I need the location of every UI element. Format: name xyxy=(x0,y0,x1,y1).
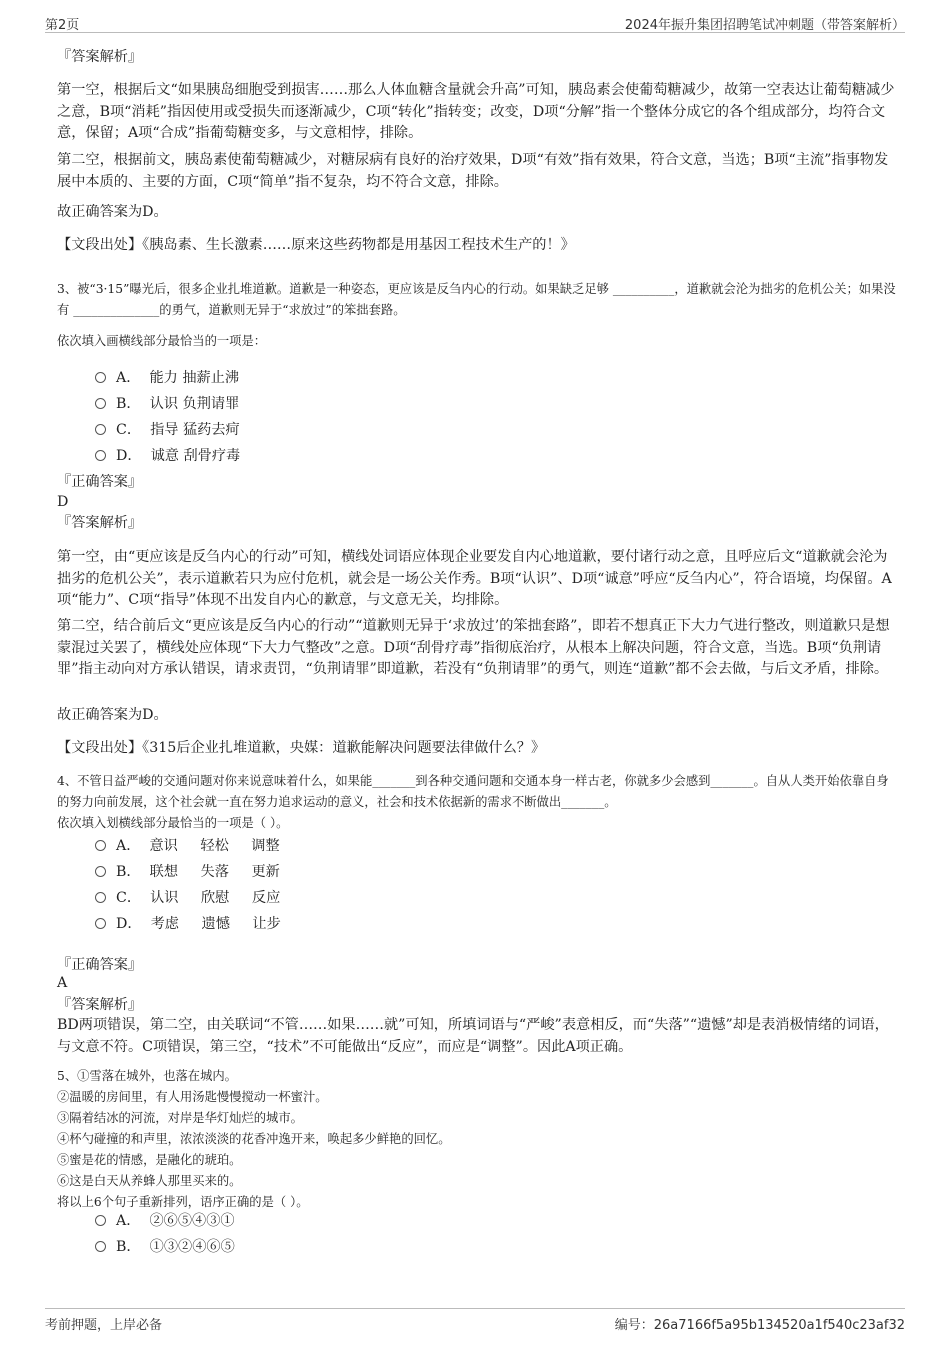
radio-icon[interactable] xyxy=(95,424,106,435)
document-id: 编号：26a7166f5a95b134520a1f540c23af32 xyxy=(614,1318,905,1333)
q4-answer-head: 『正确答案』 xyxy=(57,957,143,973)
q2-analysis-head: 『答案解析』 xyxy=(57,49,143,65)
q5-line: ⑤蜜是花的情感，是融化的琥珀。 xyxy=(57,1153,242,1167)
page-footer xyxy=(45,1308,905,1331)
option-label: A． 意识 轻松 调整 xyxy=(116,838,280,854)
radio-icon[interactable] xyxy=(95,1215,106,1226)
radio-icon[interactable] xyxy=(95,840,106,851)
q3-stem: 3、被“3·15”曝光后，很多企业扎堆道歉。道歉是一种姿态，更应该是反刍内心的行动。如果缺乏足够 __________，道歉就会沦为拙劣的危机公关；如果没有 ______________的勇气，道歉则无异于“求放过”的笨拙套路。 xyxy=(57,282,896,317)
q4-stem: 4、不管日益严峻的交通问题对你来说意味着什么，如果能_______到各种交通问题和交通本身一样古老，你就多少会感到_______。自从人类开始依靠自身的努力向前发展，这个社会就一直在努力追求运动的意义，社会和技术依据新的需求不断做出_______。 xyxy=(57,774,889,809)
q5-line: ⑥这是白天从养蜂人那里买来的。 xyxy=(57,1174,242,1188)
option-label: D． 诚意 刮骨疗毒 xyxy=(116,448,241,464)
q4-prompt: 依次填入划横线部分最恰当的一项是（ ）。 xyxy=(57,816,289,830)
page-number: 第2页 xyxy=(45,18,80,33)
q4-answer: A xyxy=(57,975,68,991)
q3-options xyxy=(95,364,495,468)
q3-analysis-p2: 第二空，结合前后文“更应该是反刍内心的行动”“道歉则无异于‘求放过’的笨拙套路”，即若不想真正下大力气进行整改，则道歉只是想蒙混过关罢了，横线处应体现“下大力气整改”之意。D项“刮骨疗毒”指彻底治疗，从根本上解决问题，符合文意，当选。B项“负荆请罪”指主动向对方承认错误，请求责罚，“负荆请罪”即道歉，若没有“负荆请罪”的勇气，则连“道歉”都不会去做，与后文矛盾，排除。 xyxy=(57,618,890,677)
option-label: A． 能力 抽薪止沸 xyxy=(116,370,240,386)
q5-line: ④杯勺碰撞的和声里，浓浓淡淡的花香冲逸开来，唤起多少鲜艳的回忆。 xyxy=(57,1132,451,1146)
q3-analysis-conclusion: 故正确答案为D。 xyxy=(57,707,168,723)
q4-option-b[interactable] xyxy=(95,858,495,884)
q3-analysis-head: 『答案解析』 xyxy=(57,515,143,531)
q5-line: ③隔着结冰的河流，对岸是华灯灿烂的城市。 xyxy=(57,1111,303,1125)
q2-analysis-p2: 第二空，根据前文，胰岛素使葡萄糖减少，对糖尿病有良好的治疗效果，D项“有效”指有效果，符合文意，当选；B项“主流”指事物发展中本质的、主要的方面，C项“简单”指不复杂，均不符合文意，排除。 xyxy=(57,152,889,190)
q2-analysis-p1: 第一空，根据后文“如果胰岛细胞受到损害……那么人体血糖含量就会升高”可知，胰岛素会使葡萄糖减少，故第一空表达让葡萄糖减少之意，B项“消耗”指因使用或受损失而逐渐减少，C项“转化”指转变；改变，D项“分解”指一个整体分成它的各个组成部分，均符合文意，保留；A项“合成”指葡萄糖变多，与文意相悖，排除。 xyxy=(57,82,895,141)
option-label: D． 考虑 遗憾 让步 xyxy=(116,916,281,932)
option-label: A． ②⑥⑤④③① xyxy=(116,1213,235,1229)
radio-icon[interactable] xyxy=(95,866,106,877)
q3-answer-head: 『正确答案』 xyxy=(57,474,143,490)
option-label: B． 联想 失落 更新 xyxy=(116,864,280,880)
q5-prompt: 将以上6个句子重新排列，语序正确的是（ ）。 xyxy=(57,1195,309,1209)
option-label: C． 指导 猛药去疴 xyxy=(116,422,240,438)
q2-analysis-conclusion: 故正确答案为D。 xyxy=(57,204,168,220)
q3-option-a[interactable] xyxy=(95,364,495,390)
radio-icon[interactable] xyxy=(95,398,106,409)
q3-option-d[interactable] xyxy=(95,442,495,468)
q5-option-b[interactable] xyxy=(95,1233,495,1259)
q5-option-a[interactable] xyxy=(95,1207,495,1233)
q2-source: 【文段出处】《胰岛素、生长激素……原来这些药物都是用基因工程技术生产的！》 xyxy=(57,237,575,253)
radio-icon[interactable] xyxy=(95,450,106,461)
document-title: 2024年振升集团招聘笔试冲刺题（带答案解析） xyxy=(624,18,905,33)
q4-analysis-head: 『答案解析』 xyxy=(57,997,143,1013)
q3-source: 【文段出处】《315后企业扎堆道歉，央媒：道歉能解决问题要法律做什么？》 xyxy=(57,740,546,756)
q3-analysis-p1: 第一空，由“更应该是反刍内心的行动”可知，横线处词语应体现企业要发自内心地道歉，要付诸行动之意，且呼应后文“道歉就会沦为拙劣的危机公关”，表示道歉若只为应付危机，就会是一场公关作秀。B项“认识”、D项“诚意”呼应“反刍内心”，符合语境，均保留。A项“能力”、C项“指导”体现不出发自内心的歉意，与文意无关，均排除。 xyxy=(57,549,892,608)
q3-option-b[interactable] xyxy=(95,390,495,416)
footer-slogan: 考前押题，上岸必备 xyxy=(45,1318,163,1333)
radio-icon[interactable] xyxy=(95,918,106,929)
radio-icon[interactable] xyxy=(95,372,106,383)
radio-icon[interactable] xyxy=(95,1241,106,1252)
option-label: C． 认识 欣慰 反应 xyxy=(116,890,281,906)
option-label: B． ①③②④⑥⑤ xyxy=(116,1239,235,1255)
q4-option-c[interactable] xyxy=(95,884,495,910)
q3-answer: D xyxy=(57,494,69,510)
q4-option-d[interactable] xyxy=(95,910,495,936)
q5-stem xyxy=(57,1066,897,1213)
q5-line: 5、①雪落在城外，也落在城内。 xyxy=(57,1069,237,1083)
page-header xyxy=(45,12,905,33)
q5-line: ②温暖的房间里，有人用汤匙慢慢搅动一杯蜜汁。 xyxy=(57,1090,328,1104)
q4-analysis-p1: BD两项错误，第二空，由关联词“不管……如果……就”可知，所填词语与“严峻”表意相反，而“失落”“遗憾”却是表消极情绪的词语，与文意不符。C项错误，第三空，“技术”不可能做出“反应”，而应是“调整”。因此A项正确。 xyxy=(57,1017,889,1055)
option-label: B． 认识 负荆请罪 xyxy=(116,396,240,412)
q3-prompt: 依次填入画横线部分最恰当的一项是： xyxy=(57,334,267,348)
q3-option-c[interactable] xyxy=(95,416,495,442)
radio-icon[interactable] xyxy=(95,892,106,903)
q4-option-a[interactable] xyxy=(95,832,495,858)
q5-options xyxy=(95,1207,495,1259)
q4-options xyxy=(95,832,495,936)
